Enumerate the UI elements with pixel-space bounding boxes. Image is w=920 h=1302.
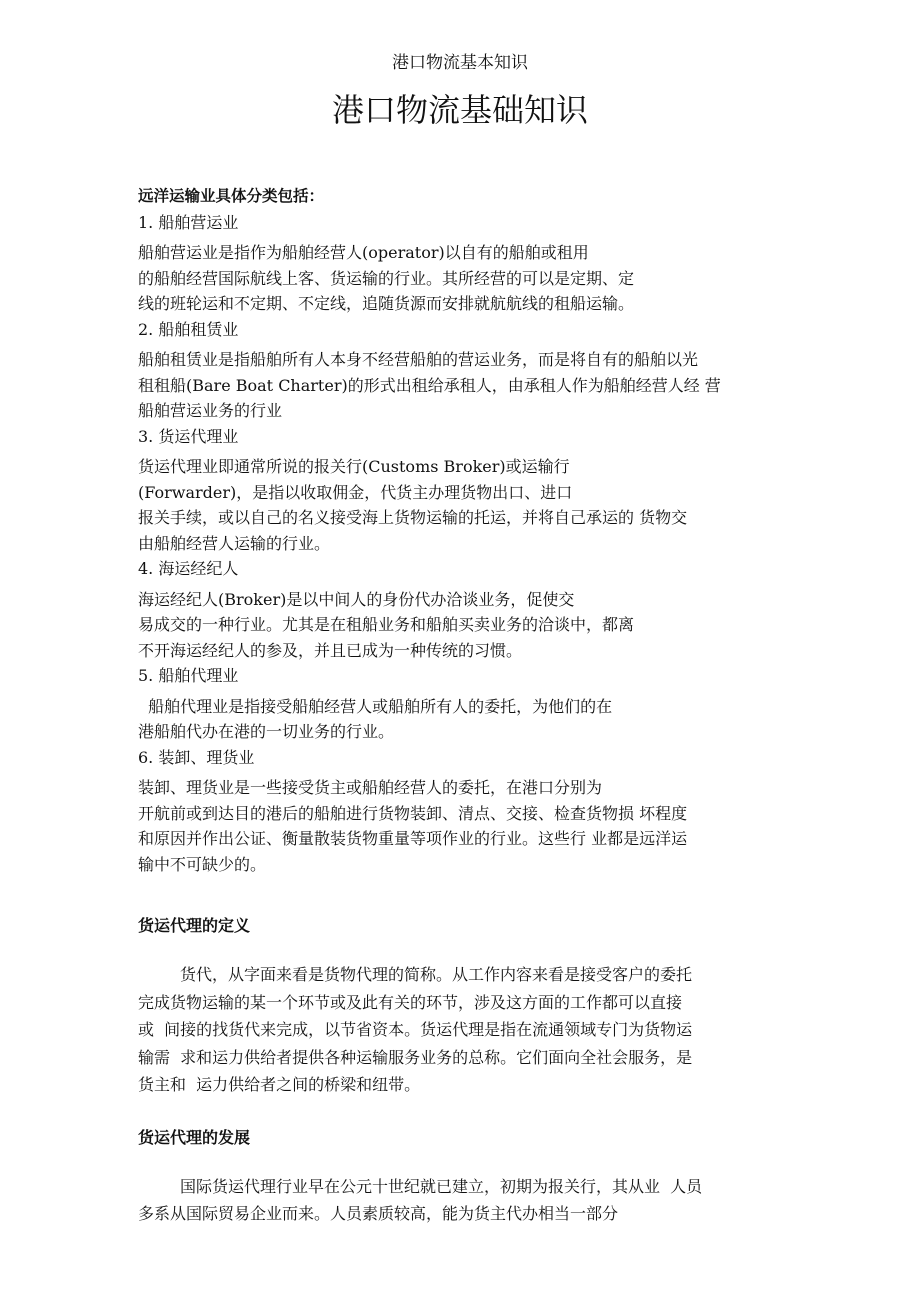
text-line: 由船舶经营人运输的行业。	[138, 533, 331, 553]
text-line: 线的班轮运和不定期、不定线，追随货源而安排就航航线的租船运输。	[138, 294, 635, 313]
text-line: 港船舶代办在港的一切业务的行业。	[138, 722, 395, 741]
text-line: 完成货物运输的某一个环节或及此有关的环节，涉及这方面的工作都可以直接	[138, 992, 683, 1012]
development-paragraph	[138, 1173, 786, 1228]
document-body	[138, 184, 786, 1228]
category-heading: 2. 船舶租赁业	[138, 319, 239, 339]
category-heading: 5. 船舶代理业	[138, 666, 239, 685]
category-item	[138, 663, 786, 745]
text-line: 货代，从字面来看是货物代理的简称。从工作内容来看是接受客户的委托	[180, 965, 693, 984]
text-line: 船舶营运业务的行业	[138, 401, 283, 420]
text-line: 或 间接的找货代来完成，以节省资本。货运代理是指在流通领域专门为货物运	[138, 1020, 693, 1039]
text-line: (Forwarder)，是指以收取佣金，代货主办理货物出口、进口	[138, 482, 573, 502]
text-line: 多系从国际贸易企业而来。人员素质较高，能为货主代办相当一部分	[138, 1204, 619, 1223]
text-line: 输中不可缺少的。	[138, 854, 267, 874]
category-heading: 6. 装卸、理货业	[138, 747, 255, 767]
category-heading: 3. 货运代理业	[138, 426, 239, 446]
category-item	[138, 745, 786, 878]
section-intro: 远洋运输业具体分类包括：	[138, 187, 325, 205]
text-line: 不开海运经纪人的参及，并且已成为一种传统的习惯。	[138, 640, 523, 660]
definition-paragraph	[138, 961, 786, 1099]
text-line: 报关手续，或以自己的名义接受海上货物运输的托运，并将自己承运的 货物交	[138, 508, 688, 527]
text-line: 易成交的一种行业。尤其是在租船业务和船舶买卖业务的洽谈中，都离	[138, 615, 635, 634]
category-heading: 1. 船舶营运业	[138, 212, 239, 232]
text-line: 海运经纪人(Broker)是以中间人的身份代办洽谈业务，促使交	[138, 589, 575, 609]
text-line: 船舶租赁业是指船舶所有人本身不经营船舶的营运业务，而是将自有的船舶以光	[138, 350, 699, 369]
running-header: 港口物流基本知识	[392, 53, 528, 73]
category-item	[138, 210, 786, 317]
section-heading-definition: 货运代理的定义	[138, 916, 251, 935]
text-line: 船舶营运业是指作为船舶经营人(operator)以自有的船舶或租用	[138, 243, 589, 262]
document-title: 港口物流基础知识	[331, 91, 588, 129]
section-heading-development: 货运代理的发展	[138, 1127, 251, 1147]
category-item	[138, 556, 786, 663]
category-item	[138, 424, 786, 557]
text-line: 租租船(Bare Boat Charter)的形式出租给承租人，由承租人作为船舶经营人经 营	[138, 375, 721, 395]
text-line: 和原因并作出公证、衡量散装货物重量等项作业的行业。这些行 业都是远洋运	[138, 829, 688, 848]
text-line: 船舶代理业是指接受船舶经营人或船舶所有人的委托，为他们的在	[138, 696, 613, 716]
text-line: 开航前或到达目的港后的船舶进行货物装卸、清点、交接、检查货物损 坏程度	[138, 803, 688, 823]
text-line: 输需 求和运力供给者提供各种运输服务业务的总称。它们面向全社会服务，是	[138, 1047, 693, 1067]
category-item	[138, 317, 786, 424]
text-line: 的船舶经营国际航线上客、货运输的行业。其所经营的可以是定期、定	[138, 268, 635, 288]
category-heading: 4. 海运经纪人	[138, 559, 239, 578]
text-line: 货运代理业即通常所说的报关行(Customs Broker)或运输行	[138, 457, 570, 476]
text-line: 货主和 运力供给者之间的桥梁和纽带。	[138, 1075, 421, 1094]
text-line: 装卸、理货业是一些接受货主或船舶经营人的委托，在港口分别为	[138, 778, 603, 797]
text-line: 国际货运代理行业早在公元十世纪就已建立，初期为报关行，其从业 人员	[180, 1176, 703, 1196]
